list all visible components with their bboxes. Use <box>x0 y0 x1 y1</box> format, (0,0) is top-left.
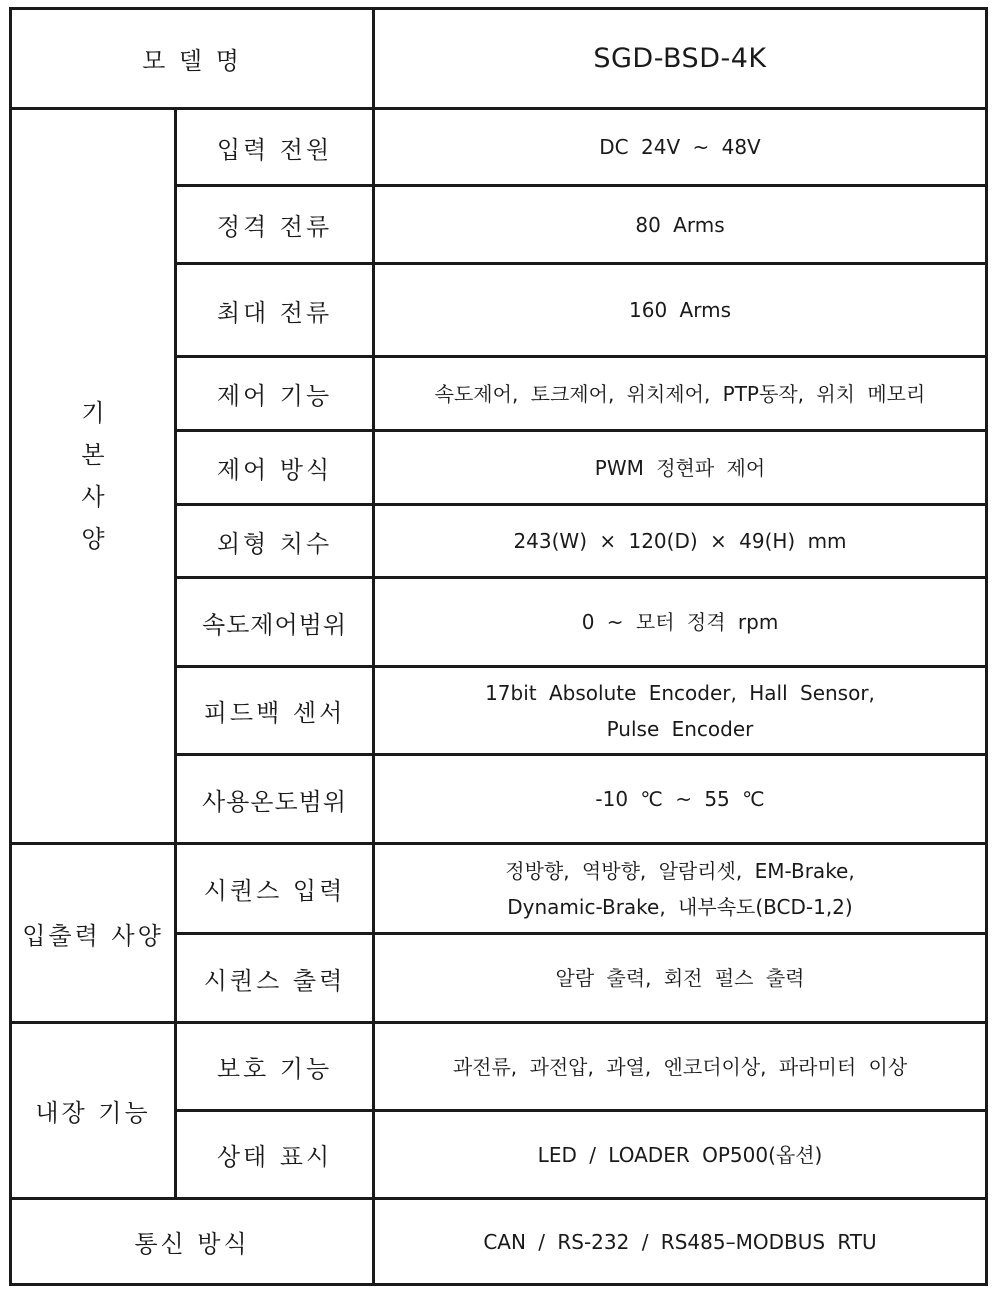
row-value-operating-temperature: -10 ℃ ~ 55 ℃ <box>595 787 765 811</box>
row-value-feedback-sensor <box>375 668 985 753</box>
row-value-rated-current: 80 Arms <box>635 212 725 237</box>
spec-table <box>9 7 988 1286</box>
value-line: Dynamic-Brake, 내부속도(BCD-1,2) <box>507 894 853 919</box>
communication-value: CAN / RS-232 / RS485–MODBUS RTU <box>483 1229 877 1254</box>
group-basic-char: 기 <box>81 399 105 427</box>
row-value-control-method: PWM 정현파 제어 <box>594 455 766 480</box>
row-value-sequence-output: 알람 출력, 회전 펄스 출력 <box>555 966 805 990</box>
row-label-sequence-output: 시퀀스 출력 <box>203 966 346 995</box>
row-label-control-function: 제어 기능 <box>216 382 333 410</box>
row-label-rated-current: 정격 전류 <box>216 213 333 241</box>
value-line: 정방향, 역방향, 알람리셋, EM-Brake, <box>505 858 855 883</box>
row-label-control-method: 제어 방식 <box>216 456 333 484</box>
row-value-sequence-input <box>375 845 985 932</box>
row-label-max-current: 최대 전류 <box>216 298 333 327</box>
row-value-status-display: LED / LOADER OP500(옵션) <box>537 1142 823 1167</box>
row-value-speed-range: 0 ~ 모터 정격 rpm <box>581 610 779 634</box>
row-label-speed-range: 속도제어범위 <box>201 610 348 639</box>
group-builtin-functions: 내장 기능 <box>35 1099 151 1127</box>
row-label-protection: 보호 기능 <box>216 1055 333 1083</box>
group-basic-char: 사 <box>81 483 105 511</box>
row-label-feedback-sensor: 피드백 센서 <box>203 699 346 727</box>
row-label-status-display: 상태 표시 <box>216 1143 333 1171</box>
group-io-spec: 입출력 사양 <box>22 921 164 950</box>
row-value-max-current: 160 Arms <box>629 298 731 322</box>
model-label: 모 델 명 <box>142 47 242 75</box>
row-label-dimensions: 외형 치수 <box>216 529 333 558</box>
communication-label: 통신 방식 <box>134 1230 250 1258</box>
row-value-input-power: DC 24V ~ 48V <box>599 135 761 159</box>
row-label-input-power: 입력 전원 <box>216 135 333 164</box>
row-value-control-function: 속도제어, 토크제어, 위치제어, PTP동작, 위치 메모리 <box>434 381 926 406</box>
group-basic-char: 양 <box>81 525 105 553</box>
group-basic-spec <box>12 110 174 842</box>
row-label-sequence-input: 시퀀스 입력 <box>203 877 346 905</box>
row-value-dimensions: 243(W) × 120(D) × 49(H) mm <box>513 529 847 553</box>
value-line: Pulse Encoder <box>606 716 754 741</box>
row-value-protection: 과전류, 과전압, 과열, 엔코더이상, 파라미터 이상 <box>452 1054 908 1079</box>
group-basic-char: 본 <box>81 441 105 469</box>
value-line: 17bit Absolute Encoder, Hall Sensor, <box>485 680 875 705</box>
model-value: SGD-BSD-4K <box>593 43 767 74</box>
row-label-operating-temperature: 사용온도범위 <box>201 787 348 816</box>
